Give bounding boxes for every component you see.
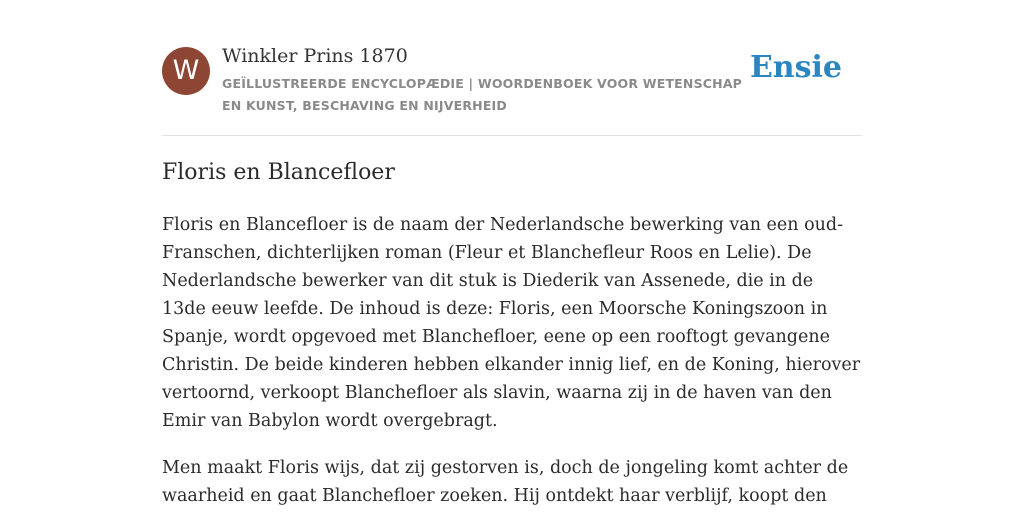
article-title: Floris en Blancefloer: [162, 160, 395, 185]
page-container: [162, 0, 862, 506]
source-subtitle: GEÏLLUSTREERDE ENCYCLOPÆDIE | WOORDENBOEK VOOR WETENSCHAP EN KUNST, BESCHAVING EN NIJVERHEID: [222, 76, 743, 113]
ensie-logo[interactable]: Ensie: [749, 50, 842, 85]
source-title[interactable]: Winkler Prins 1870: [222, 45, 408, 67]
article-paragraph: Men maakt Floris wijs, dat zij gestorven is, doch de jongeling komt achter de waarheid en gaat Blanchefloer zoeken. Hij ontdekt haar verblijf, koopt den: [162, 458, 849, 506]
source-avatar[interactable]: W: [162, 47, 210, 95]
article-paragraph: Floris en Blancefloer is de naam der Nederlandsche bewerking van een oud-Franschen, dichterlijken roman (Fleur et Blanchefleur Roos en Lelie). De Nederlandsche bewerker van dit stuk is Diederik van Assenede, die in de 13de eeuw leefde. De inhoud is deze: Floris, een Moorsche Koningszoon in Spanje, wordt opgevoed met Blanchefloer, eene op een rooftogt gevangene Christin. De beide kinderen hebben elkander innig lief, en de Koning, hierover vertoornd, verkoopt Blanchefloer als slavin, waarna zij in de haven van den Emir van Babylon wordt overgebragt.: [162, 215, 861, 431]
article-body: [162, 211, 862, 512]
source-header: [162, 0, 862, 136]
